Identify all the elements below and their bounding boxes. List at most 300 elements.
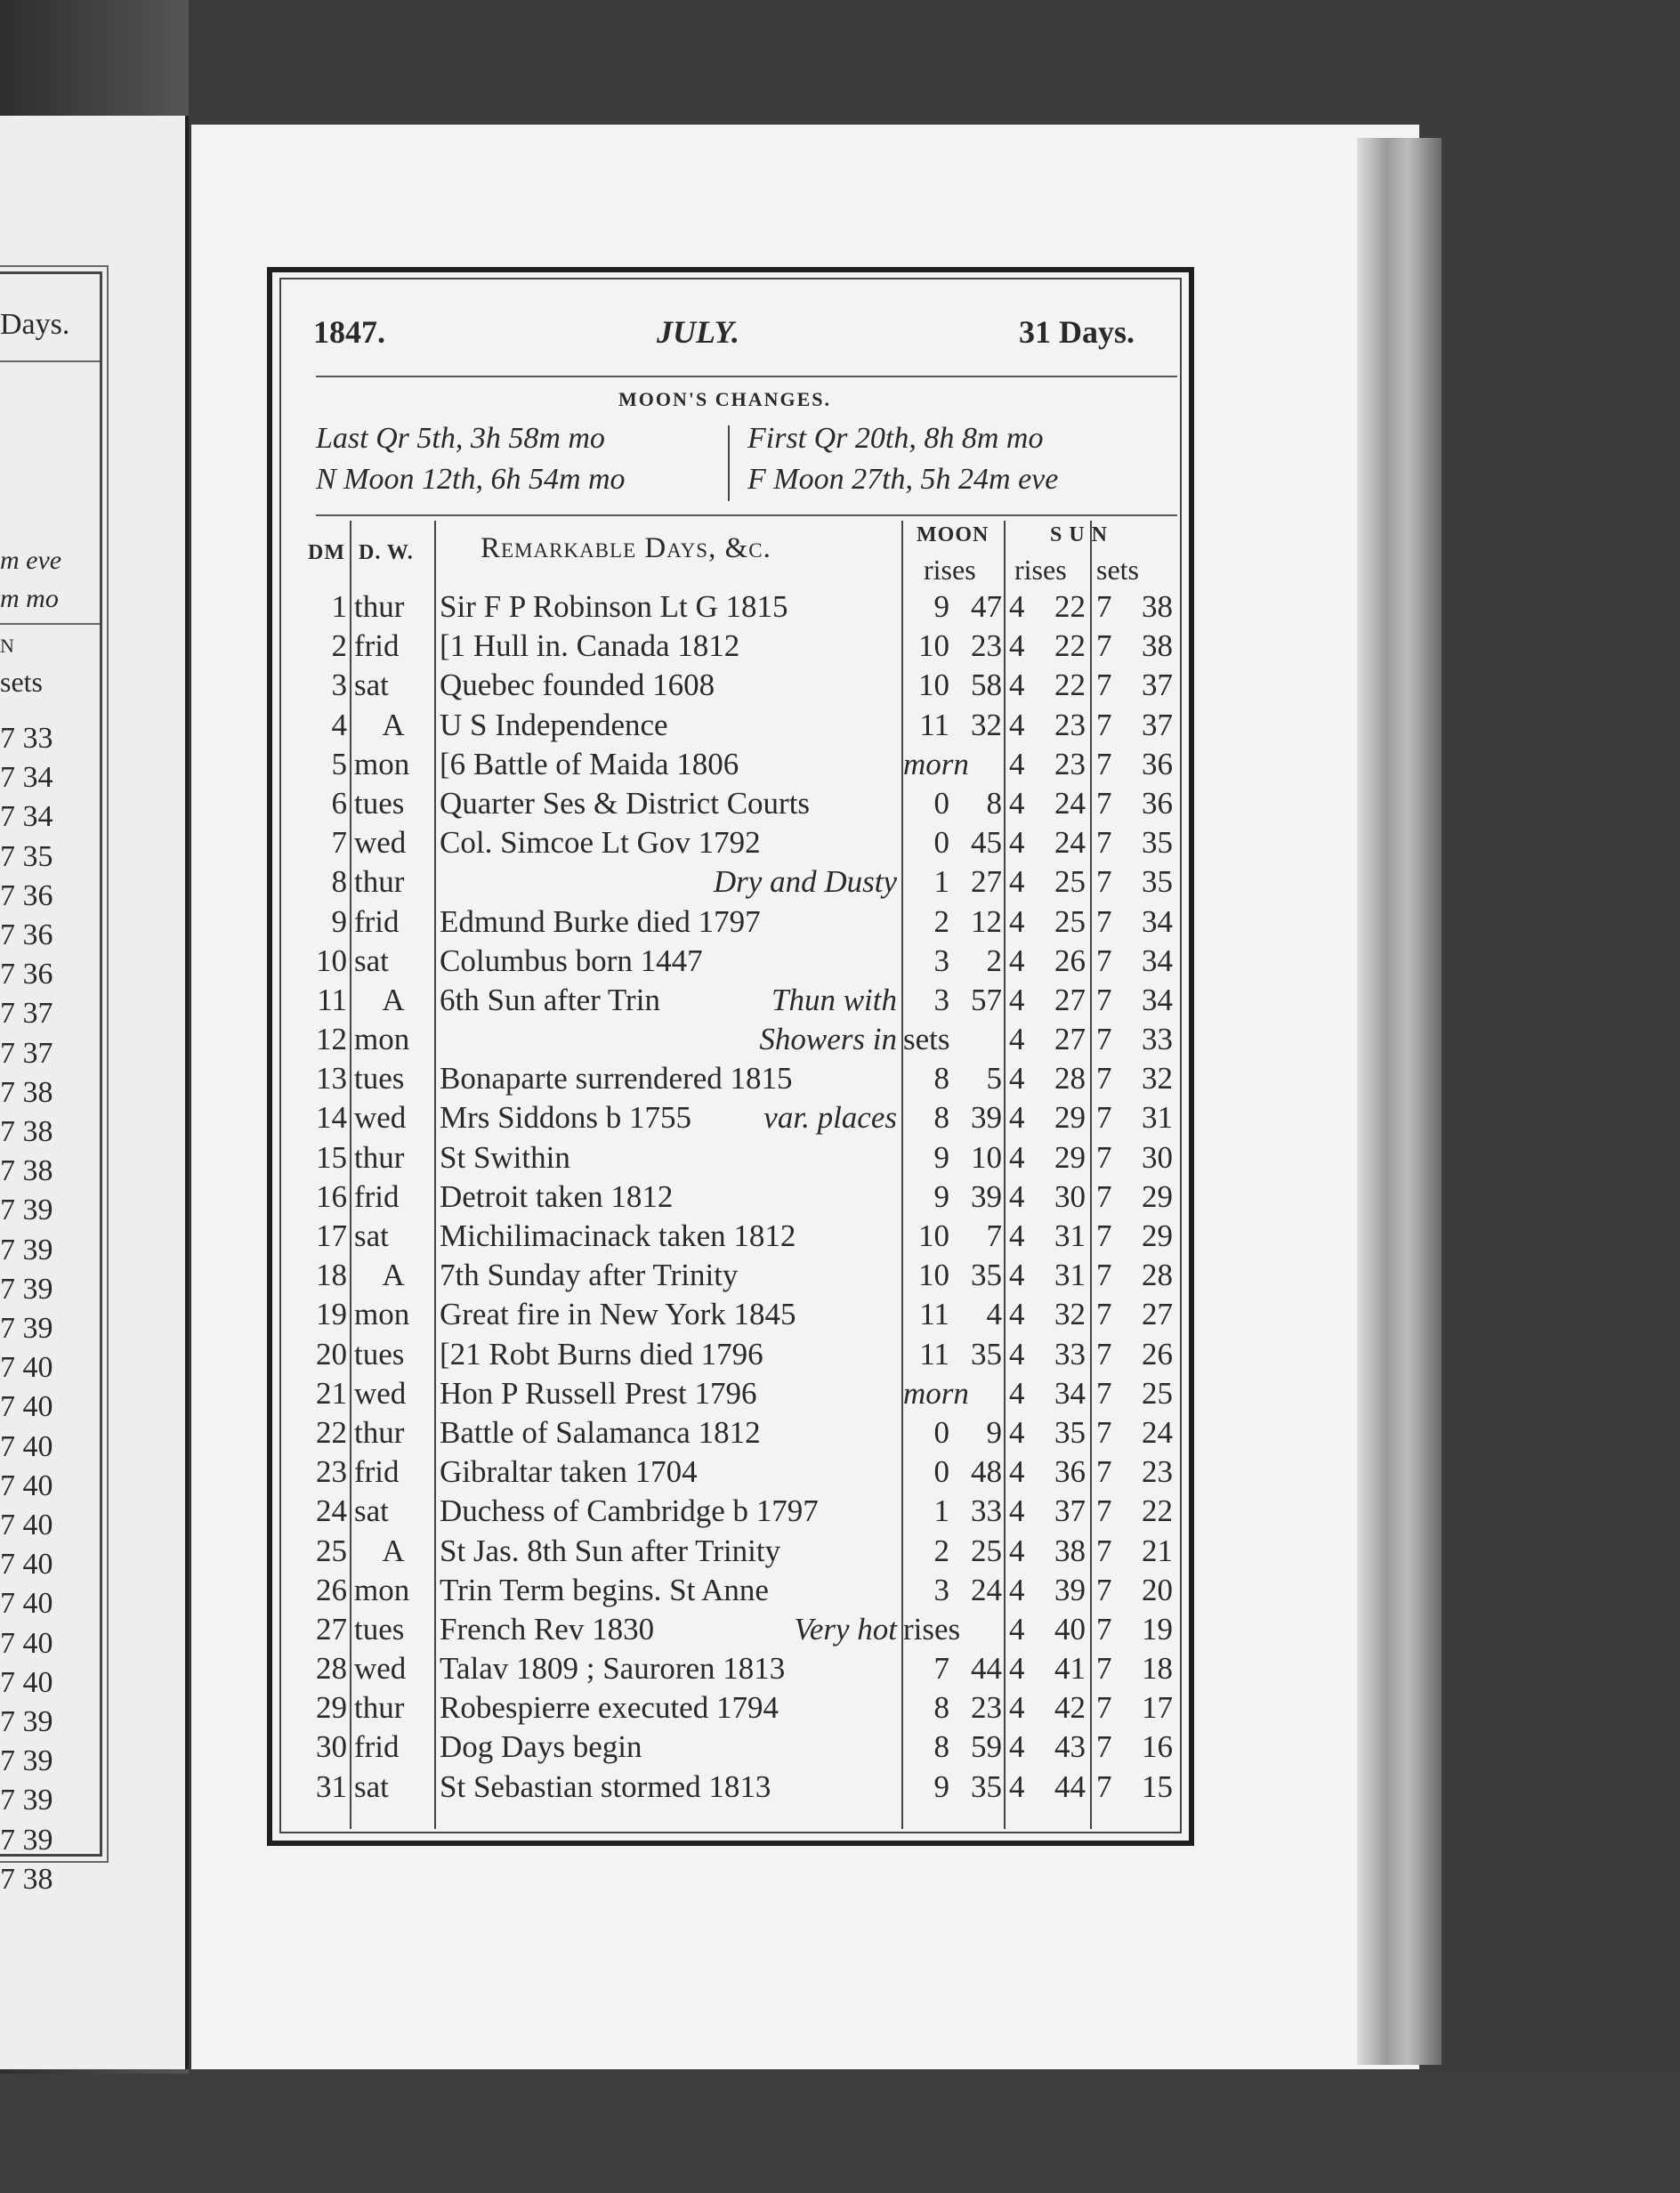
left-sets-cell: 7 40	[0, 1665, 53, 1699]
cell-rm: 24	[1054, 825, 1086, 861]
cell-sm: 29	[1142, 1218, 1173, 1253]
remarkable-day-text: Gibraltar taken 1704	[440, 1454, 698, 1490]
cell-dw: frid	[354, 903, 400, 939]
cell-rh: 4	[1009, 628, 1025, 664]
cell-dm: 15	[316, 1139, 347, 1175]
col-head-dw: D. W.	[359, 541, 414, 564]
cell-sh: 7	[1096, 1533, 1112, 1568]
cell-mm	[952, 1374, 1002, 1413]
remarkable-day-text: Trin Term begins. St Anne	[440, 1572, 769, 1607]
cell-dm: 19	[316, 1297, 347, 1332]
left-sets-cell: 7 40	[0, 1429, 53, 1463]
left-page-title: Days.	[0, 308, 70, 341]
remarkable-day-cell	[440, 1610, 901, 1649]
cell-dw: wed	[354, 1651, 407, 1687]
cell-mh: 7	[933, 1651, 949, 1687]
cell-dm: 28	[316, 1651, 347, 1687]
cell-rh: 4	[1009, 1061, 1025, 1096]
cell-sm: 37	[1142, 707, 1173, 742]
cell-sm: 25	[1142, 1375, 1173, 1411]
remarkable-day-text: St Jas. 8th Sun after Trinity	[440, 1533, 781, 1568]
remarkable-day-text: Sir F P Robinson Lt G 1815	[440, 589, 788, 624]
cell-sh: 7	[1096, 1375, 1112, 1411]
cell-mm: 27	[971, 864, 1002, 900]
cell-dm: 14	[316, 1100, 347, 1136]
cell-sh: 7	[1096, 982, 1112, 1017]
cell-dw: sat	[354, 1768, 389, 1804]
cell-mh: 3	[933, 943, 949, 978]
cell-sh: 7	[1096, 746, 1112, 781]
cell-dw: mon	[354, 746, 410, 781]
left-page	[0, 116, 189, 2069]
remarkable-day-cell	[440, 1768, 901, 1807]
cell-sm: 34	[1142, 903, 1173, 939]
cell-mh: sets	[903, 1022, 950, 1057]
remarkable-day-cell	[440, 587, 901, 627]
cell-dm: 30	[316, 1729, 347, 1765]
remarkable-day-cell	[440, 1098, 901, 1137]
cell-dw: wed	[354, 1375, 407, 1411]
cell-dm: 18	[316, 1258, 347, 1293]
cell-mm: 32	[971, 707, 1002, 742]
cell-mm: 23	[971, 1690, 1002, 1726]
cell-mm: 23	[971, 628, 1002, 664]
cell-sh: 7	[1096, 864, 1112, 900]
cell-rm: 41	[1054, 1651, 1086, 1687]
cell-mh: 3	[933, 982, 949, 1017]
cell-dw: frid	[354, 628, 400, 664]
cell-sh: 7	[1096, 1454, 1112, 1490]
rule-dw	[434, 521, 436, 1829]
cell-sh: 7	[1096, 1493, 1112, 1529]
cell-rm: 29	[1054, 1139, 1086, 1175]
cell-dm: 4	[331, 707, 347, 742]
header-month: JULY.	[657, 314, 739, 350]
cell-rm: 32	[1054, 1297, 1086, 1332]
remarkable-day-cell	[440, 1453, 901, 1492]
cell-mm: 35	[971, 1336, 1002, 1372]
col-head-moon-rises: rises	[924, 554, 976, 586]
column-sun-set-hour	[1096, 587, 1119, 1807]
remarkable-day-cell	[440, 823, 901, 862]
left-sets-cell: 7 34	[0, 800, 53, 834]
cell-dw: mon	[354, 1022, 410, 1057]
left-sets-cell: 7 34	[0, 761, 53, 795]
cell-rh: 4	[1009, 1297, 1025, 1332]
cell-rh: 4	[1009, 1336, 1025, 1372]
cell-rh: 4	[1009, 746, 1025, 781]
cell-rm: 39	[1054, 1572, 1086, 1607]
moon-changes-rule	[316, 514, 1177, 516]
header-days: 31 Days.	[1019, 314, 1135, 350]
cell-rh: 4	[1009, 785, 1025, 821]
cell-dw: A	[382, 982, 405, 1017]
cell-rm: 43	[1054, 1729, 1086, 1765]
cell-mm: 8	[986, 785, 1002, 821]
cell-sm: 30	[1142, 1139, 1173, 1175]
cell-rh: 4	[1009, 825, 1025, 861]
cell-mm: 10	[971, 1139, 1002, 1175]
cell-mh: 8	[933, 1690, 949, 1726]
cell-mh: 9	[933, 589, 949, 624]
header-year: 1847.	[313, 314, 385, 350]
cell-mm: 9	[986, 1414, 1002, 1450]
left-sets-cell: 7 39	[0, 1823, 53, 1857]
cell-sh: 7	[1096, 1061, 1112, 1096]
cell-mm: 4	[986, 1297, 1002, 1332]
left-col-head-top: N	[0, 635, 14, 657]
remarkable-day-cell	[440, 862, 901, 902]
cell-sh: 7	[1096, 589, 1112, 624]
cell-mm: 48	[971, 1454, 1002, 1490]
left-page-table	[0, 271, 102, 1896]
cell-sh: 7	[1096, 825, 1112, 861]
cell-dw: thur	[354, 1414, 405, 1450]
weather-note: Dry and Dusty	[713, 864, 897, 900]
cell-mh: 11	[919, 1336, 949, 1372]
cell-rm: 34	[1054, 1375, 1086, 1411]
cell-dm: 22	[316, 1414, 347, 1450]
cell-mm: 39	[971, 1100, 1002, 1136]
cell-mh: 9	[933, 1178, 949, 1214]
cell-mm: 5	[986, 1061, 1002, 1096]
cell-dw: frid	[354, 1454, 400, 1490]
cell-rm: 24	[1054, 785, 1086, 821]
cell-rh: 4	[1009, 707, 1025, 742]
cell-sh: 7	[1096, 1336, 1112, 1372]
column-moon-minute	[952, 587, 1002, 1807]
cell-rh: 4	[1009, 1493, 1025, 1529]
page-edge	[1357, 138, 1442, 2065]
cell-rm: 30	[1054, 1178, 1086, 1214]
cell-rm: 22	[1054, 628, 1086, 664]
remarkable-day-text: Mrs Siddons b 1755	[440, 1100, 691, 1136]
col-head-sun-sets: sets	[1096, 554, 1139, 586]
cell-mh: 0	[933, 785, 949, 821]
remarkable-day-cell	[440, 1059, 901, 1098]
remarkable-day-text: Columbus born 1447	[440, 943, 703, 978]
left-sets-cell: 7 37	[0, 997, 53, 1031]
cell-dm: 11	[317, 982, 347, 1017]
cell-dw: wed	[354, 825, 407, 861]
cell-dw: wed	[354, 1100, 407, 1136]
cell-dm: 8	[331, 864, 347, 900]
remarkable-day-text: [21 Robt Burns died 1796	[440, 1336, 763, 1372]
cell-sm: 35	[1142, 864, 1173, 900]
cell-dm: 13	[316, 1061, 347, 1096]
cell-dw: frid	[354, 1178, 400, 1214]
cell-mm: 12	[971, 903, 1002, 939]
remarkable-day-cell	[440, 1217, 901, 1256]
cell-sh: 7	[1096, 943, 1112, 978]
col-head-moon: MOON	[917, 523, 989, 546]
remarkable-day-cell	[440, 666, 901, 705]
remarkable-day-text: Edmund Burke died 1797	[440, 903, 761, 939]
remarkable-day-text: Detroit taken 1812	[440, 1178, 674, 1214]
left-sets-cell: 7 35	[0, 839, 53, 873]
cell-rh: 4	[1009, 1533, 1025, 1568]
cell-mm: 57	[971, 982, 1002, 1017]
cell-mm: 35	[971, 1258, 1002, 1293]
cell-mm: 45	[971, 825, 1002, 861]
cell-mh: 10	[918, 1218, 949, 1253]
left-col-head: sets	[0, 666, 43, 698]
remarkable-day-text: French Rev 1830	[440, 1611, 655, 1647]
cell-sm: 22	[1142, 1493, 1173, 1529]
cell-rh: 4	[1009, 668, 1025, 703]
cell-rh: 4	[1009, 1729, 1025, 1765]
remarkable-day-cell	[440, 981, 901, 1020]
cell-dm: 23	[316, 1454, 347, 1490]
cell-rm: 44	[1054, 1768, 1086, 1804]
cell-sm: 37	[1142, 668, 1173, 703]
cell-sm: 16	[1142, 1729, 1173, 1765]
cell-dm: 16	[316, 1178, 347, 1214]
left-page-rule	[0, 623, 100, 625]
cell-sm: 17	[1142, 1690, 1173, 1726]
cell-sh: 7	[1096, 707, 1112, 742]
cell-dm: 5	[331, 746, 347, 781]
remarkable-day-cell	[440, 1688, 901, 1728]
weather-note: var. places	[763, 1100, 897, 1136]
left-sets-cell: 7 40	[0, 1509, 53, 1542]
cell-sm: 36	[1142, 785, 1173, 821]
cell-mm: 59	[971, 1729, 1002, 1765]
cell-sm: 35	[1142, 825, 1173, 861]
remarkable-day-text: Battle of Salamanca 1812	[440, 1414, 761, 1450]
cell-dm: 10	[316, 943, 347, 978]
remarkable-day-text: Michilimacinack taken 1812	[440, 1218, 796, 1253]
left-sets-cell: 7 40	[0, 1351, 53, 1385]
cell-rm: 25	[1054, 864, 1086, 900]
column-day-of-week	[354, 587, 432, 1807]
cell-rm: 26	[1054, 943, 1086, 978]
rule-dm	[350, 521, 351, 1829]
remarkable-day-cell	[440, 1532, 901, 1571]
cell-rm: 31	[1054, 1218, 1086, 1253]
col-head-remarkable: Remarkable Days, &c.	[481, 532, 771, 564]
cell-sm: 27	[1142, 1297, 1173, 1332]
left-sets-cell: 7 39	[0, 1784, 53, 1817]
cell-sh: 7	[1096, 1218, 1112, 1253]
remarkable-day-text: U S Independence	[440, 707, 668, 742]
cell-mm: 25	[971, 1533, 1002, 1568]
cell-rm: 37	[1054, 1493, 1086, 1529]
cell-mh: 9	[933, 1139, 949, 1175]
cell-mh: 1	[933, 1493, 949, 1529]
remarkable-day-cell	[440, 1335, 901, 1374]
cell-dm: 25	[316, 1533, 347, 1568]
left-sets-cell: 7 36	[0, 958, 53, 991]
remarkable-day-cell	[440, 1728, 901, 1767]
remarkable-day-cell	[440, 1138, 901, 1177]
left-sets-cell: 7 40	[0, 1626, 53, 1660]
cell-mm: 7	[986, 1218, 1002, 1253]
cell-rm: 23	[1054, 707, 1086, 742]
cell-sm: 24	[1142, 1414, 1173, 1450]
cell-sh: 7	[1096, 1651, 1112, 1687]
moon-changes-divider	[728, 425, 730, 501]
cell-dm: 21	[316, 1375, 347, 1411]
cell-dm: 24	[316, 1493, 347, 1529]
remarkable-day-cell	[440, 942, 901, 981]
left-page-rule	[0, 360, 100, 362]
weather-note: Thun with	[771, 982, 897, 1017]
left-sets-cell: 7 38	[0, 1075, 53, 1109]
cell-mh: morn	[903, 746, 969, 781]
cell-mm: 24	[971, 1572, 1002, 1607]
header-rule	[316, 376, 1177, 377]
cell-mh: 2	[933, 1533, 949, 1568]
column-sun-rise-hour	[1009, 587, 1032, 1807]
remarkable-day-cell	[440, 1256, 901, 1295]
cell-sh: 7	[1096, 903, 1112, 939]
left-sets-cell: 7 39	[0, 1705, 53, 1739]
remarkable-day-text: Quebec founded 1608	[440, 668, 715, 703]
remarkable-day-cell	[440, 1413, 901, 1453]
cell-rh: 4	[1009, 1690, 1025, 1726]
cell-sh: 7	[1096, 1572, 1112, 1607]
cell-dm: 7	[331, 825, 347, 861]
cell-sm: 31	[1142, 1100, 1173, 1136]
remarkable-day-cell	[440, 1374, 901, 1413]
cell-sh: 7	[1096, 1414, 1112, 1450]
cell-sh: 7	[1096, 1139, 1112, 1175]
cell-rm: 29	[1054, 1100, 1086, 1136]
cell-sm: 29	[1142, 1178, 1173, 1214]
cell-dm: 17	[316, 1218, 347, 1253]
cell-dw: mon	[354, 1297, 410, 1332]
cell-sm: 19	[1142, 1611, 1173, 1647]
column-remarkable-days	[440, 587, 901, 1807]
cell-mh: rises	[903, 1611, 961, 1647]
cell-rh: 4	[1009, 1375, 1025, 1411]
cell-dm: 26	[316, 1572, 347, 1607]
cell-dw: sat	[354, 668, 389, 703]
cell-mm: 47	[971, 589, 1002, 624]
cell-dw: thur	[354, 589, 405, 624]
left-sets-cell: 7 40	[0, 1548, 53, 1582]
cell-sm: 38	[1142, 589, 1173, 624]
cell-mm: 35	[971, 1768, 1002, 1804]
cell-rh: 4	[1009, 1572, 1025, 1607]
cell-dm: 31	[316, 1768, 347, 1804]
remarkable-day-cell	[440, 1649, 901, 1688]
cell-rm: 27	[1054, 982, 1086, 1017]
weather-note: Very hot	[794, 1611, 897, 1647]
cell-mm: 2	[986, 943, 1002, 978]
cell-dw: tues	[354, 1611, 405, 1647]
remarkable-day-cell	[440, 1295, 901, 1334]
cell-rh: 4	[1009, 1768, 1025, 1804]
left-sets-cell: 7 39	[0, 1272, 53, 1306]
cell-rm: 25	[1054, 903, 1086, 939]
left-sets-cell: 7 40	[0, 1587, 53, 1621]
cell-mh: 2	[933, 903, 949, 939]
left-sets-cell: 7 33	[0, 722, 53, 755]
cell-mm	[952, 745, 1002, 784]
cell-mh: 0	[933, 1414, 949, 1450]
cell-mh: 9	[933, 1768, 949, 1804]
remarkable-day-cell	[440, 706, 901, 745]
cell-mh: 10	[918, 668, 949, 703]
cell-rh: 4	[1009, 1022, 1025, 1057]
cell-dm: 20	[316, 1336, 347, 1372]
cell-sm: 32	[1142, 1061, 1173, 1096]
cell-rm: 36	[1054, 1454, 1086, 1490]
rule-moon	[1004, 521, 1006, 1829]
cell-rh: 4	[1009, 1178, 1025, 1214]
remarkable-day-text: [6 Battle of Maida 1806	[440, 746, 739, 781]
remarkable-day-text: [1 Hull in. Canada 1812	[440, 628, 740, 664]
background-bottom	[0, 2074, 1680, 2193]
cell-sm: 15	[1142, 1768, 1173, 1804]
col-head-sun: S U N	[1050, 523, 1109, 546]
cell-mh: 0	[933, 825, 949, 861]
cell-dw: thur	[354, 1139, 405, 1175]
moon-change-first-quarter: First Qr 20th, 8h 8m mo	[747, 422, 1044, 455]
cell-dm: 6	[331, 785, 347, 821]
cell-mh: 11	[919, 1297, 949, 1332]
remarkable-day-cell	[440, 1571, 901, 1610]
cell-dm: 12	[316, 1022, 347, 1057]
cell-sh: 7	[1096, 628, 1112, 664]
left-sets-cell: 7 37	[0, 1036, 53, 1070]
moon-change-last-quarter: Last Qr 5th, 3h 58m mo	[316, 422, 605, 455]
remarkable-day-text: Robespierre executed 1794	[440, 1690, 779, 1726]
cell-dw: sat	[354, 943, 389, 978]
cell-sm: 23	[1142, 1454, 1173, 1490]
cell-sh: 7	[1096, 1297, 1112, 1332]
cell-mh: 11	[919, 707, 949, 742]
remarkable-day-text: Hon P Russell Prest 1796	[440, 1375, 757, 1411]
cell-sm: 34	[1142, 943, 1173, 978]
column-day-of-month	[303, 587, 347, 1807]
cell-dw: thur	[354, 1690, 405, 1726]
cell-rh: 4	[1009, 1454, 1025, 1490]
cell-mm: 33	[971, 1493, 1002, 1529]
cell-dw: tues	[354, 785, 405, 821]
column-sun-rise-minute	[1032, 587, 1086, 1807]
moon-change-new-moon: N Moon 12th, 6h 54m mo	[316, 463, 626, 496]
cell-mm: 39	[971, 1178, 1002, 1214]
remarkable-day-text: Dog Days begin	[440, 1729, 642, 1765]
remarkable-day-text: 7th Sunday after Trinity	[440, 1258, 739, 1293]
cell-sm: 20	[1142, 1572, 1173, 1607]
cell-dm: 27	[316, 1611, 347, 1647]
cell-rm: 27	[1054, 1022, 1086, 1057]
cell-rh: 4	[1009, 903, 1025, 939]
cell-mm: 44	[971, 1651, 1002, 1687]
column-sun-set-minute	[1119, 587, 1173, 1807]
left-sets-cell: 7 39	[0, 1194, 53, 1227]
cell-dw: A	[382, 1258, 405, 1293]
cell-rh: 4	[1009, 864, 1025, 900]
cell-mm	[952, 1610, 1002, 1649]
cell-dw: sat	[354, 1218, 389, 1253]
cell-rm: 42	[1054, 1690, 1086, 1726]
cell-sh: 7	[1096, 1729, 1112, 1765]
cell-rh: 4	[1009, 1651, 1025, 1687]
left-sets-cell: 7 38	[0, 1115, 53, 1149]
moon-changes-title: MOON'S CHANGES.	[618, 388, 832, 410]
left-sets-cell: 7 38	[0, 1862, 53, 1896]
remarkable-day-text: Talav 1809 ; Sauroren 1813	[440, 1651, 786, 1687]
left-sets-cell: 7 40	[0, 1390, 53, 1424]
cell-sh: 7	[1096, 1768, 1112, 1804]
cell-dm: 1	[331, 589, 347, 624]
cell-sh: 7	[1096, 668, 1112, 703]
